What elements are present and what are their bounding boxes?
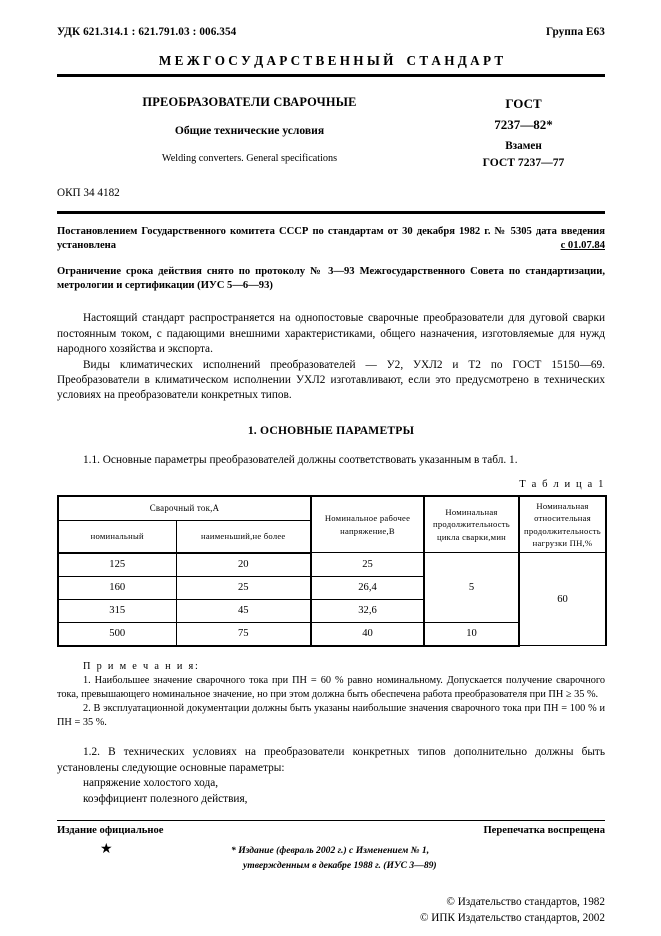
gost-number: 7237—82* <box>494 116 553 132</box>
cell-voltage: 32,6 <box>311 599 424 622</box>
table-header-nominal: номинальный <box>58 520 176 553</box>
table-header-minimum: наименьший,не более <box>176 520 311 553</box>
cell-nominal-current: 500 <box>58 622 176 646</box>
table-header-duty-l1: Номинальная <box>536 500 589 511</box>
table-header-duty-l4: нагрузки ПН,% <box>532 537 593 548</box>
decree-paragraph-1 <box>57 225 605 253</box>
copyright-line-2: © ИПК Издательство стандартов, 2002 <box>419 911 605 924</box>
banner-rule <box>57 74 605 77</box>
table-caption: Т а б л и ц а 1 <box>519 478 605 490</box>
table-header-voltage <box>311 496 424 553</box>
standard-banner: М Е Ж Г О С У Д А Р С Т В Е Н Н Ы Й С Т А Н Д А Р Т <box>158 53 504 68</box>
scope-paragraph-1: Настоящий стандарт распространяется на однопостовые сварочные преобразователи для дуговой сварки постоянным током, с падающими внешними характеристиками, общего назначения, изготовляемые для нужд народного хозяйства и экспорта. <box>57 312 605 356</box>
decree-rule <box>57 211 605 214</box>
top-meta-row <box>57 0 605 38</box>
table-header-cycle <box>424 496 519 553</box>
page-title: ПРЕОБРАЗОВАТЕЛИ СВАРОЧНЫЕ <box>142 95 357 109</box>
notes-heading: П р и м е ч а н и я: <box>83 660 200 672</box>
table-group-header-current: Сварочный ток,А <box>58 496 311 521</box>
cell-nominal-current: 125 <box>58 553 176 577</box>
star-icon: ★ <box>100 842 113 858</box>
replaces-label: Взамен <box>505 139 542 152</box>
footer-row <box>57 821 605 836</box>
table-header-duty-l3: продолжительность <box>524 525 601 536</box>
replaces-value: ГОСТ 7237—77 <box>482 155 565 169</box>
table-header-cycle-l2: продолжительность <box>433 519 510 530</box>
table-notes <box>57 660 605 729</box>
cell-minimum-current: 75 <box>176 622 311 646</box>
parameters-table <box>57 495 607 647</box>
title-left <box>57 95 442 172</box>
table-header-duty <box>519 496 606 553</box>
okp-code: ОКП 34 4182 <box>57 186 120 199</box>
clause-1-2-item-2: коэффициент полезного действия, <box>83 792 248 805</box>
footnote-block <box>231 844 605 873</box>
cell-voltage: 26,4 <box>311 576 424 599</box>
cell-cycle-duration: 5 <box>424 553 519 623</box>
group-code: Группа Е63 <box>545 26 605 38</box>
cell-minimum-current: 20 <box>176 553 311 577</box>
copyright-block <box>57 895 605 926</box>
table-header-duty-l2: относительная <box>534 513 591 524</box>
page-content <box>57 0 605 926</box>
cell-minimum-current: 45 <box>176 599 311 622</box>
clause-1-2-item-1: напряжение холостого хода, <box>83 777 219 790</box>
page-subtitle: Общие технические условия <box>174 124 325 137</box>
clause-1-2: 1.2. В технических условиях на преобразователи конкретных типов дополнительно должны быть установлены следующие основные параметры: <box>57 746 605 774</box>
table-header-cycle-l3: цикла сварки,мин <box>436 531 507 542</box>
english-title: Welding converters. General specifications <box>161 153 338 164</box>
table-header-cycle-l1: Номинальная <box>445 506 498 517</box>
cell-voltage: 25 <box>311 553 424 577</box>
cell-nominal-current: 160 <box>58 576 176 599</box>
cell-minimum-current: 25 <box>176 576 311 599</box>
decree-established-label: установлена <box>57 239 117 251</box>
cell-voltage: 40 <box>311 622 424 646</box>
cell-duty-cycle: 60 <box>519 553 606 646</box>
table-row <box>58 553 606 577</box>
gost-identifier-block <box>442 95 605 172</box>
gost-label: ГОСТ <box>505 96 542 111</box>
title-block <box>57 95 605 172</box>
footer-official-edition: Издание официальное <box>57 825 164 837</box>
table-header-row-1 <box>58 496 606 521</box>
copyright-line-1: © Издательство стандартов, 1982 <box>446 896 605 909</box>
decree-effective-date: с 01.07.84 <box>560 239 605 251</box>
footnote-line-2: утвержденным в декабре 1988 г. (ИУС 3—89) <box>243 859 437 871</box>
decree-rule-wrap <box>57 211 605 214</box>
decree-paragraph-2: Ограничение срока действия снято по протоколу № 3—93 Межгосударственного Совета по стандартизации, метрологии и сертификации (ИУС 5—6—93) <box>57 265 605 292</box>
note-1: 1. Наибольшее значение сварочного тока при ПН = 60 % равно номинальному. Допускается получение сварочного тока, превышающего номинальное значение, но при этом должна быть обеспечена работа преобразователя при ПН ≥ 35 %. <box>57 674 605 700</box>
footnote-line-1: * Издание (февраль 2002 г.) с Изменением № 1, <box>231 845 430 857</box>
note-2: 2. В эксплуатационной документации должны быть указаны наибольшие значения сварочного тока при ПН = 100 % и ПН = 35 %. <box>57 702 605 728</box>
clause-1-1: 1.1. Основные параметры преобразователей должны соответствовать указанным в табл. 1. <box>83 453 518 466</box>
cell-cycle-duration: 10 <box>424 622 519 646</box>
table-header-voltage-l2: напряжение,В <box>340 525 395 536</box>
table-header-voltage-l1: Номинальное рабочее <box>324 513 411 524</box>
footer-reprint-prohibited: Перепечатка воспрещена <box>483 825 605 837</box>
scope-paragraph-2: Виды климатических исполнений преобразователей — У2, УХЛ2 и Т2 по ГОСТ 15150—69. Преобразователи в климатическом исполнении УХЛ2 изготавливают, если это предусмотрено в технических условиях на преобразователи конкретных типов. <box>57 358 605 402</box>
cell-nominal-current: 315 <box>58 599 176 622</box>
section-1-title: 1. ОСНОВНЫЕ ПАРАМЕТРЫ <box>247 423 415 437</box>
udk-code: УДК 621.314.1 : 621.791.03 : 006.354 <box>57 26 237 38</box>
decree-line-1: Постановлением Государственного комитета СССР по стандартам от 30 декабря 1982 г. № 5305 дата введения <box>57 225 605 237</box>
